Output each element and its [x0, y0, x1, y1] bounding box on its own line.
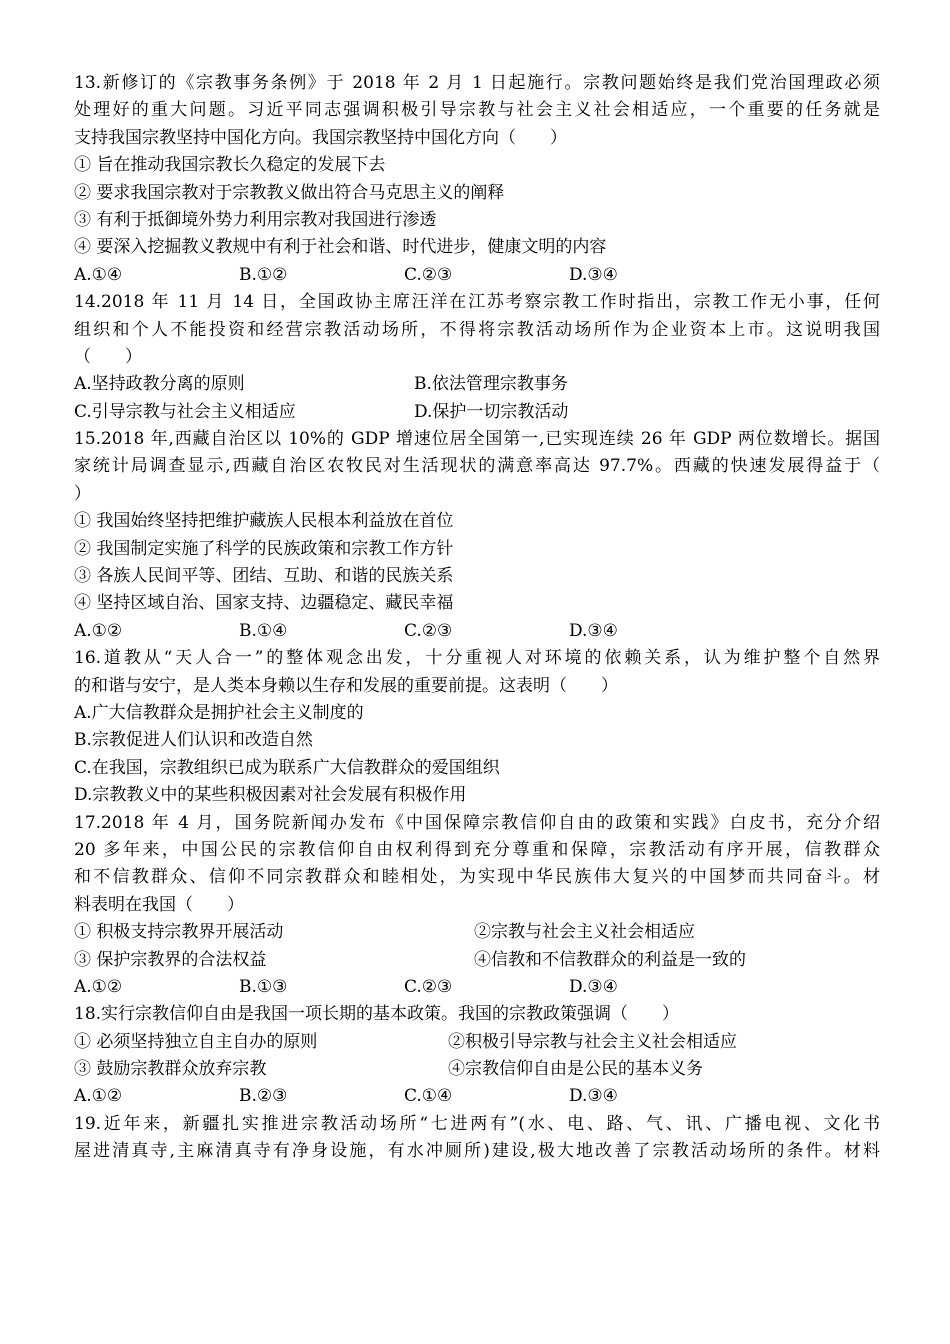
- option-c: C.②③: [404, 976, 453, 997]
- statement-4: ④ 坚持区域自治、国家支持、边疆稳定、藏民幸福: [74, 593, 454, 614]
- question-stem-line: ）: [74, 483, 91, 504]
- statement-3: ③ 有利于抵御境外势力利用宗教对我国进行渗透: [74, 209, 437, 230]
- option-c: C.引导宗教与社会主义相适应: [74, 401, 296, 422]
- answer-options: [74, 618, 880, 645]
- statement-2: ② 我国制定实施了科学的民族政策和宗教工作方针: [74, 538, 454, 559]
- option-d: D.③④: [569, 976, 618, 997]
- statements-row-2: [74, 1056, 880, 1083]
- question-stem-line: 组织和个人不能投资和经营宗教活动场所，不得将宗教活动场所作为企业资本上市。这说明我国: [74, 319, 880, 340]
- option-c: C.②③: [404, 620, 453, 641]
- question-stem-line: 14.2018 年 11 月 14 日，全国政协主席汪洋在江苏考察宗教工作时指出，宗教工作无小事，任何: [74, 292, 880, 313]
- question-stem-line: 处理好的重大问题。习近平同志强调积极引导宗教与社会主义社会相适应，一个重要的任务就是: [74, 100, 880, 121]
- question-stem-line: 家统计局调查显示,西藏自治区农牧民对生活现状的满意率高达 97.7%。西藏的快速发展得益于（: [74, 456, 880, 477]
- statement-3: ③ 保护宗教界的合法权益: [74, 949, 267, 970]
- option-c: C.②③: [404, 264, 453, 285]
- question-14: [74, 289, 880, 426]
- answer-options-row-2: [74, 399, 880, 426]
- answer-options-row-1: [74, 371, 880, 398]
- question-18: [74, 1001, 880, 1111]
- statement-1: ① 必须坚持独立自主自办的原则: [74, 1031, 318, 1052]
- exam-page: [74, 70, 880, 1166]
- statement-2: ②宗教与社会主义社会相适应: [474, 922, 695, 943]
- option-a: A.①②: [74, 620, 123, 641]
- question-stem-line: 13.新修订的《宗教事务条例》于 2018 年 2 月 1 日起施行。宗教问题始终是我们党治国理政必须: [74, 73, 880, 93]
- option-a: A.广大信教群众是拥护社会主义制度的: [74, 702, 364, 723]
- option-d: D.保护一切宗教活动: [414, 401, 569, 422]
- option-b: B.②③: [239, 1086, 288, 1107]
- question-19: [74, 1111, 880, 1166]
- question-stem-line: （ ）: [74, 346, 142, 367]
- question-stem-line: 支持我国宗教坚持中国化方向。我国宗教坚持中国化方向（ ）: [74, 127, 567, 148]
- statement-1: ① 旨在推动我国宗教长久稳定的发展下去: [74, 155, 386, 176]
- option-d: D.③④: [569, 620, 618, 641]
- question-stem-line: 16.道教从“天人合一”的整体观念出发，十分重视人对环境的依赖关系，认为维护整个自然界: [74, 648, 880, 669]
- statement-4: ④ 要深入挖掘教义教规中有利于社会和谐、时代进步，健康文明的内容: [74, 237, 607, 258]
- answer-options: [74, 262, 880, 289]
- statement-4: ④宗教信仰自由是公民的基本义务: [448, 1059, 703, 1080]
- question-stem-line: 和不信教群众、信仰不同宗教群众和睦相处，为实现中华民族伟大复兴的中国梦而共同奋斗。材: [74, 867, 880, 888]
- question-stem-line: 15.2018 年,西藏自治区以 10%的 GDP 增速位居全国第一,已实现连续 26 年 GDP 两位数增长。据国: [74, 429, 880, 450]
- question-stem-line: 20 多年来，中国公民的宗教信仰自由权利得到充分尊重和保障，宗教活动有序开展，信教群众: [74, 839, 880, 860]
- option-d: D.③④: [569, 1086, 618, 1107]
- question-stem-line: 屋进清真寺,主麻清真寺有净身设施，有水冲厕所)建设,极大地改善了宗教活动场所的条件。材料: [74, 1141, 880, 1162]
- question-stem-line: 的和谐与安宁，是人类本身赖以生存和发展的重要前提。这表明（ ）: [74, 675, 618, 696]
- option-a: A.①②: [74, 976, 123, 997]
- question-stem-line: 料表明在我国（ ）: [74, 894, 244, 915]
- option-b: B.①④: [239, 620, 288, 641]
- option-c: C.在我国，宗教组织已成为联系广大信教群众的爱国组织: [74, 757, 500, 778]
- question-16: [74, 645, 880, 809]
- question-15: [74, 426, 880, 645]
- option-b: B.宗教促进人们认识和改造自然: [74, 730, 313, 751]
- option-d: D.③④: [569, 264, 618, 285]
- statement-2: ② 要求我国宗教对于宗教教义做出符合马克思主义的阐释: [74, 182, 505, 203]
- statement-1: ① 积极支持宗教界开展活动: [74, 922, 284, 943]
- question-17: [74, 810, 880, 1002]
- question-13: [74, 70, 880, 289]
- option-a: A.①②: [74, 1086, 123, 1107]
- question-stem-line: 18.实行宗教信仰自由是我国一项长期的基本政策。我国的宗教政策强调（ ）: [74, 1004, 680, 1025]
- option-c: C.①④: [404, 1086, 453, 1107]
- statement-3: ③ 各族人民间平等、团结、互助、和谐的民族关系: [74, 566, 454, 587]
- statement-1: ① 我国始终坚持把维护藏族人民根本利益放在首位: [74, 511, 454, 532]
- question-stem-line: 17.2018 年 4 月，国务院新闻办发布《中国保障宗教信仰自由的政策和实践》白皮书，充分介绍: [74, 812, 880, 833]
- option-b: B.依法管理宗教事务: [414, 374, 568, 395]
- statements-row-1: [74, 1029, 880, 1056]
- statements-row-1: [74, 919, 880, 946]
- statement-4: ④信教和不信教群众的利益是一致的: [474, 949, 746, 970]
- option-b: B.①③: [239, 976, 288, 997]
- option-b: B.①②: [239, 264, 288, 285]
- option-a: A.坚持政教分离的原则: [74, 374, 245, 395]
- statements-row-2: [74, 947, 880, 974]
- option-a: A.①④: [74, 264, 123, 285]
- question-stem-line: 19.近年来，新疆扎实推进宗教活动场所“七进两有”(水、电、路、气、讯、广播电视、文化书: [74, 1113, 880, 1134]
- statement-3: ③ 鼓励宗教群众放弃宗教: [74, 1059, 267, 1080]
- option-d: D.宗教教义中的某些积极因素对社会发展有积极作用: [74, 785, 467, 806]
- answer-options: [74, 1083, 880, 1110]
- statement-2: ②积极引导宗教与社会主义社会相适应: [448, 1031, 737, 1052]
- answer-options: [74, 974, 880, 1001]
